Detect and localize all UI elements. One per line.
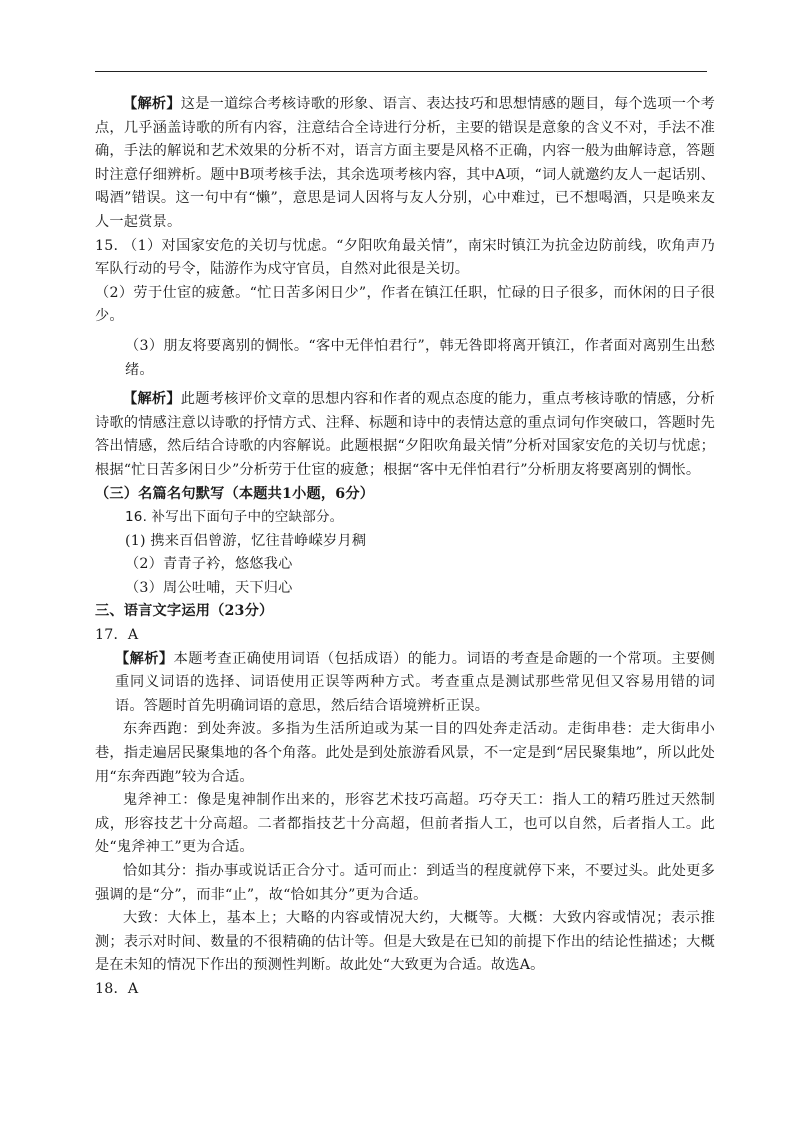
- analysis-tag: 【解析】: [123, 96, 181, 112]
- analysis-tag: 【解析】: [115, 650, 174, 667]
- analysis-text: 此题考核评价文章的思想内容和作者的观点态度的能力，重点考核诗歌的情感，分析诗歌的情感注意以诗歌的抒情方式、注释、标题和诗中的表情达意的重点词句作突破口，答题时先答出情感，然后结合诗歌的内容解说。此题根据“夕阳吹角最关情”分析对国家安危的关切与忧虑；根据“忙日苦多闲日少”分析劳于仕宦的疲惫；根据“客中无伴怕君行”分析朋友将要离别的惆怅。: [95, 391, 715, 478]
- q17-answer: 17．A: [95, 627, 139, 644]
- q16-answer-3: （3）周公吐哺，天下归心: [125, 579, 293, 596]
- q16-answer-2: （2）青青子衿，悠悠我心: [125, 556, 293, 573]
- q15-item-3: （3）朋友将要离别的惆怅。“客中无伴怕君行”，韩无咎即将离开镇江，作者面对离别生出愁绪。: [125, 337, 715, 378]
- header-rule: [95, 71, 707, 72]
- q16-answer-1: (1) 携来百侣曾游，忆往昔峥嵘岁月稠: [125, 532, 367, 549]
- q14-analysis: [95, 93, 715, 235]
- q17-para-2: 鬼斧神工：像是鬼神制作出来的，形容艺术技巧高超。巧夺天工：指人工的精巧胜过天然制成，形容技艺十分高超。二者都指技艺十分高超，但前者指人工，也可以自然，后者指人工。此处“鬼斧神工”更为合适。: [95, 792, 715, 856]
- section-heading: （三）名篇名句默写（本题共1小题，6分）: [95, 485, 375, 502]
- q15-analysis: [95, 388, 715, 482]
- q18-answer: 18．A: [95, 980, 139, 997]
- q17-para-1: 东奔西跑：到处奔波。多指为生活所迫或为某一目的四处奔走活动。走街串巷：走大街串小巷，指走遍居民聚集地的各个角落。此处是到处旅游看风景，不一定是到“居民聚集地”，所以此处用“东奔西跑”较为合适。: [95, 721, 715, 785]
- q17-para-4: 大致：大体上，基本上；大略的内容或情况大约，大概等。大概：大致内容或情况；表示推测；表示对时间、数量的不很精确的估计等。但是大致是在已知的前提下作出的结论性描述；大概是在未知的情况下作出的预测性判断。故此处“大致更为合适。故选A。: [95, 910, 715, 974]
- q15-item-2: （2）劳于仕宦的疲惫。“忙日苦多闲日少”，作者在镇江任职，忙碌的日子很多，而休闲的日子很少。: [95, 284, 715, 325]
- analysis-text: 这是一道综合考核诗歌的形象、语言、表达技巧和思想情感的题目，每个选项一个考点，几乎涵盖诗歌的所有内容，注意结合全诗进行分析，主要的错误是意象的含义不对，手法不准确，手法的解说和艺术效果的分析不对，语言方面主要是风格不正确，内容一般为曲解诗意，答题时注意仔细辨析。题中B项考核手法，其余选项考核内容，其中A项，“词人就邀约友人一起话别、喝酒”错误。这一句中有“懒”，意思是词人因将与友人分别，心中难过，已不想喝酒，只是唤来友人一起赏景。: [95, 96, 715, 230]
- analysis-text: 本题考查正确使用词语（包括成语）的能力。词语的考查是命题的一个常项。主要侧重同义词语的选择、词语使用正误等两种方式。考查重点是测试那些常见但又容易用错的词语。答题时首先明确词语的意思，然后结合语境辨析正误。: [115, 650, 715, 714]
- analysis-tag: 【解析】: [123, 391, 181, 408]
- q17-para-3: 恰如其分：指办事或说话正合分寸。适可而止：到适当的程度就停下来，不要过头。此处更多强调的是“分”，而非“止”，故“恰如其分”更为合适。: [95, 863, 715, 903]
- q17-analysis: [95, 648, 715, 719]
- q16-prompt: 16. 补写出下面句子中的空缺部分。: [125, 509, 344, 526]
- part-heading: 三、语言文字运用（23分）: [95, 603, 274, 620]
- q15-item-1: 15. （1）对国家安危的关切与忧虑。“夕阳吹角最关情”，南宋时镇江为抗金边防前线，吹角声乃军队行动的号令，陆游作为戍守官员，自然对此很是关切。: [95, 237, 715, 278]
- page-content: [95, 93, 715, 1002]
